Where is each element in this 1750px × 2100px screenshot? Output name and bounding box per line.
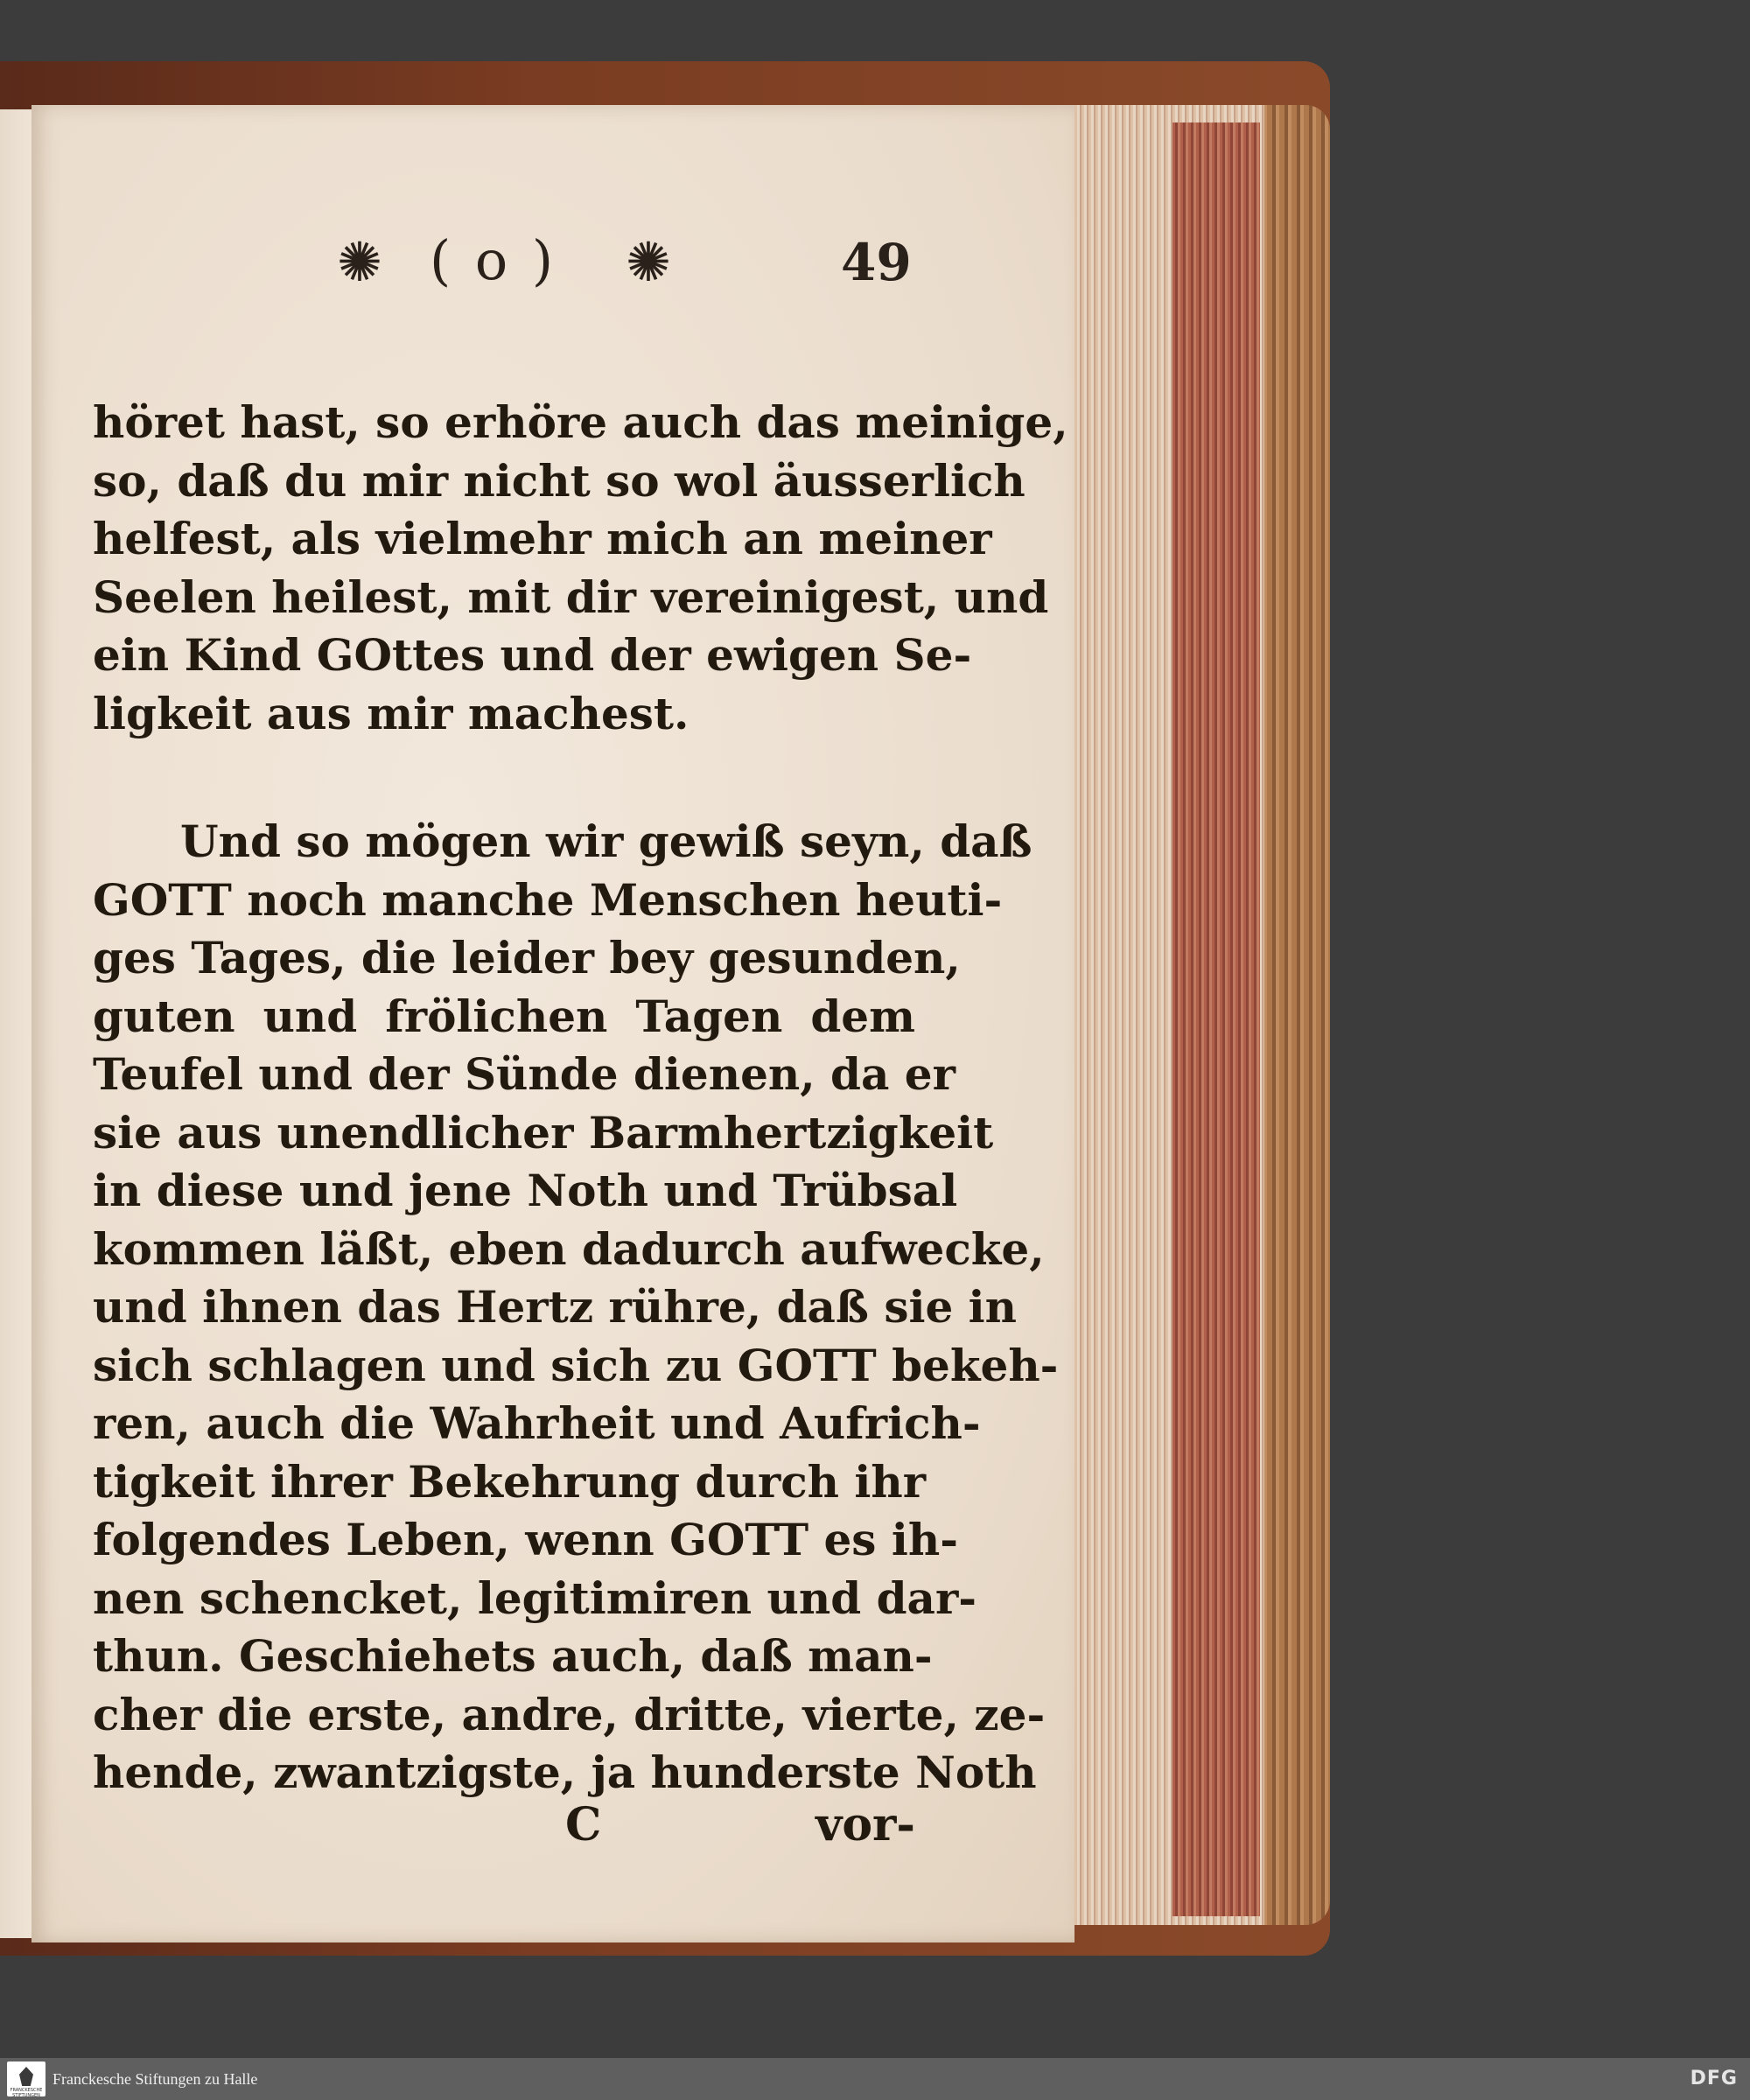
red-page-edges [1172, 122, 1260, 1916]
text-line: in diese und jene Noth und Trübsal [93, 1165, 958, 1216]
logo-caption: FRANCKESCHE STIFTUNGEN [10, 2088, 43, 2098]
text-line: ligkeit aus mir machest. [93, 687, 690, 739]
text-line: Teufel und der Sünde dienen, da er [93, 1048, 956, 1100]
text-line: sie aus unendlicher Barmhertzigkeit [93, 1106, 994, 1158]
book [0, 61, 1339, 1956]
building-icon [19, 2067, 33, 2086]
signature-mark: C [565, 1798, 602, 1852]
paragraph [93, 813, 1059, 1802]
text-line: Seelen heilest, mit dir vereinigest, und [93, 570, 1049, 623]
text-line: und ihnen das Hertz rühre, daß sie in [93, 1281, 1018, 1333]
text-line: tigkeit ihrer Bekehrung durch ihr [93, 1455, 927, 1508]
page-number: 49 [841, 233, 912, 292]
book-page [32, 105, 1074, 1942]
viewer-footer [0, 2058, 1750, 2100]
institution-logo[interactable] [7, 2062, 46, 2096]
text-line: sich schlagen und sich zu GOTT bekeh- [93, 1339, 1059, 1391]
text-line: helfest, als vielmehr mich an meiner [93, 513, 992, 564]
flower-ornament-icon: ✺ [337, 230, 382, 294]
facing-page-edge [0, 109, 35, 1938]
text-line: guten und frölichen Tagen dem [93, 990, 915, 1042]
page-foot [93, 1798, 915, 1859]
text-line: kommen läßt, eben dadurch aufwecke, [93, 1222, 1045, 1275]
institution-name[interactable]: Franckesche Stiftungen zu Halle [52, 2070, 258, 2088]
text-line: hende, zwantzigste, ja hunderste Noth [93, 1746, 1037, 1798]
text-line: höret hast, so erhöre auch das meinige, [93, 396, 1068, 448]
paragraph [93, 394, 1068, 743]
page-body [93, 394, 1068, 1802]
text-line: thun. Geschiehets auch, daß man- [93, 1630, 933, 1682]
text-line: nen schencket, legitimiren und dar- [93, 1572, 977, 1624]
flower-ornament-icon: ✺ [626, 230, 671, 294]
text-line: ges Tages, die leider bey gesunden, [93, 932, 961, 984]
text-line: so, daß du mir nicht so wol äusserlich [93, 454, 1026, 507]
text-line: GOTT noch manche Menschen heuti- [93, 873, 1003, 926]
dfg-logo[interactable]: DFG [1690, 2068, 1738, 2090]
text-line: Und so mögen wir gewiß seyn, daß [180, 816, 1032, 867]
text-line: cher die erste, andre, dritte, vierte, ze- [93, 1688, 1046, 1740]
text-line: folgendes Leben, wenn GOTT es ih- [93, 1514, 958, 1565]
running-head-marker: ( o ) [430, 228, 557, 292]
running-head [294, 223, 912, 311]
text-line: ren, auch die Wahrheit und Aufrich- [93, 1397, 981, 1449]
text-line: ein Kind GOttes und der ewigen Se- [93, 629, 972, 681]
catchword: vor- [816, 1798, 915, 1852]
